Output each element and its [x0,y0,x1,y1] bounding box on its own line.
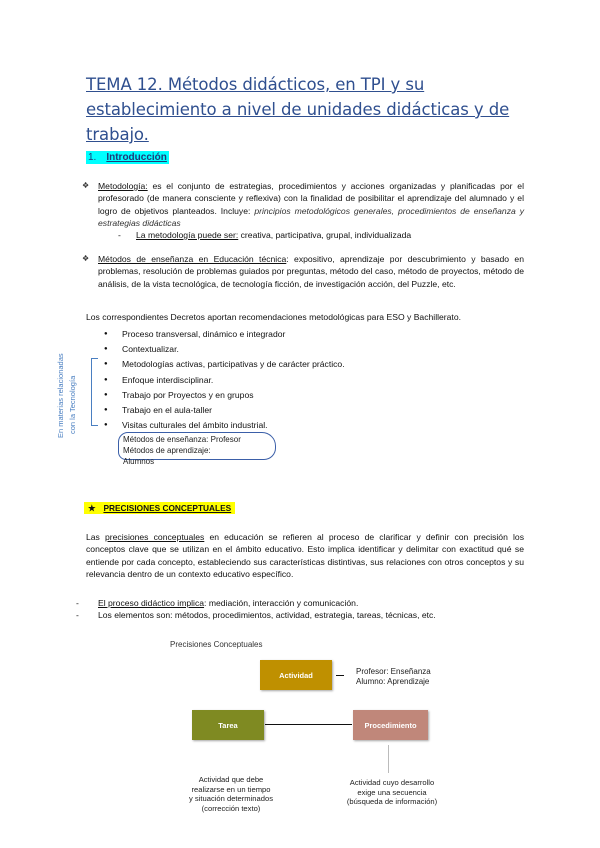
procedimiento-caption [336,778,448,807]
list-item: ● Trabajo en el aula-taller [104,403,345,418]
item-text: : mediación, interacción y comunicación. [204,598,359,608]
metodologia-italic: principios metodológicos generales, procedimientos de enseñanza y estrategias didácticas [98,205,525,228]
caption-line: y situación determinados [189,794,273,803]
precisiones-label: PRECISIONES CONCEPTUALES [103,503,232,513]
list-item: ● Visitas culturales del ámbito industrial. [104,418,345,433]
note-line: Métodos de enseñanza: Profesor [123,435,241,444]
section-number: 1. [88,152,97,163]
precisiones-items [98,597,436,622]
lead: Las [86,532,106,542]
precisiones-heading [84,502,235,514]
diagram-title: Precisiones Conceptuales [170,640,263,649]
list-item: ● Enfoque interdisciplinar. [104,373,345,388]
caption-line: (búsqueda de información) [346,797,438,806]
annotation-bracket [91,358,98,426]
paragraph-metodos [82,253,524,290]
note-line: Profesor: Enseñanza [356,667,431,676]
diamond-bullet-icon: ❖ [82,181,90,190]
box-tarea: Tarea [192,710,264,740]
diamond-bullet-icon: ❖ [82,254,90,263]
item-term: El proceso didáctico implica [98,598,205,608]
dash-bullet: - [118,230,121,240]
paragraph-metodologia [82,180,525,229]
annotation-line: con la Tecnología [68,375,77,434]
note-line: Alumno: Aprendizaje [356,676,430,686]
document-title: TEMA 12. Métodos didácticos, en TPI y su establecimiento a nivel de unidades didácticas y de trabajo. [86,75,510,144]
box-procedimiento: Procedimiento [353,710,428,740]
precisiones-text: en educación se refieren al proceso de clarificar y definir con precisión los conceptos clave que se utilizan en el ámbito educativo. Esto implica identificar y delimitar con exactitud qué se entiende por cada concepto, estableciendo sus características distintivas, sus relaciones con otros conceptos y su relevancia dentro de un contexto educativo específico. [86,532,525,579]
section-label: Introducción [106,152,167,163]
metodologia-text: es el conjunto de estrategias, procedimientos y acciones organizadas y planificadas por el profesorado (de manera consciente y reflexiva) con la finalidad de posibilitar el aprendizaje del alumnado y el logro de objetivos planteados. Incluye: [98,181,524,216]
note-line: Métodos de aprendizaje: [123,446,211,455]
term-metodologia: Metodología: [98,181,148,191]
handwritten-note [123,434,241,467]
caption-line: Actividad que debe [198,775,264,784]
section-heading-introduccion [86,152,169,163]
metodologia-subitem [118,229,412,241]
list-item: ● Contextualizar. [104,342,345,357]
box-actividad: Actividad [260,660,332,690]
arrow-actividad [336,675,344,676]
paragraph-precisiones [86,531,524,580]
item-text: Los elementos son: métodos, procedimientos, actividad, estrategia, tareas, técnicas, etc. [98,610,436,621]
caption-line: Actividad cuyo desarrollo [349,778,435,787]
caption-line: realizarse en un tiempo [191,784,271,794]
connector-line [388,745,389,773]
term-precisiones: precisiones conceptuales [105,532,205,542]
actividad-note [356,667,431,686]
list-item [98,597,436,609]
connector-tarea-procedimiento [265,724,352,725]
annotation-line: En materias relacionadas [56,353,65,438]
list-item [98,609,436,621]
sub-term: La metodología puede ser: [136,230,239,240]
tarea-caption [172,775,290,813]
metodos-text: : expositivo, aprendizaje por descubrimiento y basado en problemas, resolución de problemas guiados por preguntas, método del caso, método de proyectos, método de análisis, de la vista tecnológica, de tecnología ficción, de investigación acción, del Puzzle, etc. [98,254,524,289]
list-item: ● Trabajo por Proyectos y en grupos [104,388,345,403]
decretos-line: Los correspondientes Decretos aportan recomendaciones metodológicas para ESO y Bachillerato. [86,312,461,322]
term-metodos: Métodos de enseñanza en Educación técnica [98,254,287,264]
list-item: ● Metodologías activas, participativas y de carácter práctico. [104,357,345,372]
caption-line: exige una secuencia [357,787,427,797]
sub-text: creativa, participativa, grupal, individualizada [238,230,412,240]
recommendations-list [104,327,345,433]
caption-line: (corrección texto) [201,803,261,813]
list-item: ● Proceso transversal, dinámico e integrador [104,327,345,342]
star-icon: ★ [88,503,96,513]
note-line: Alumnos [123,457,155,466]
